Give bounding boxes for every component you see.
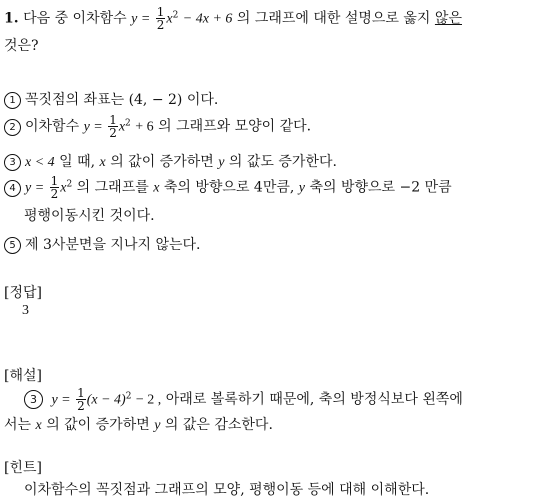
question-line-1 xyxy=(4,6,462,31)
option-4-exponent: 2 xyxy=(66,179,73,190)
option-2-text-b: 의 그래프와 모양이 같다. xyxy=(158,118,312,135)
option-4-math-b: x xyxy=(153,180,160,196)
option-1 xyxy=(4,89,218,109)
option-2 xyxy=(4,114,311,139)
explanation-text-a: 아래로 볼록하기 때문에, 축의 방정식보다 왼쪽에 xyxy=(165,391,463,408)
explanation-fraction xyxy=(76,387,86,412)
question-fraction xyxy=(156,6,166,31)
explanation-math-body: (x − 4) xyxy=(86,392,126,408)
fraction-denominator: 2 xyxy=(50,187,59,201)
question-suffix: 의 그래프에 대한 설명으로 옳지 xyxy=(236,10,431,27)
fraction-numerator: 1 xyxy=(156,5,165,19)
explanation-exponent: 2 xyxy=(125,391,132,402)
hint-label: [힌트] xyxy=(4,460,42,476)
question-line-2: 것은? xyxy=(4,38,39,54)
option-4-math-c: y xyxy=(298,180,305,196)
option-4-text-c: 축의 방향으로 −2 만큼 xyxy=(309,179,452,196)
hint-text: 이차함수의 꼭짓점과 그래프의 모양, 평행이동 등에 대해 이해한다. xyxy=(24,482,430,498)
explanation-math-rest: − 2 , xyxy=(135,392,162,408)
fraction-numerator: 1 xyxy=(109,113,117,127)
option-3-math-a: x < 4 xyxy=(25,155,55,170)
option-4-fraction xyxy=(50,175,60,200)
option-4-number: 4 xyxy=(4,180,21,197)
option-4-text-b: 축의 방향으로 4만큼, xyxy=(163,179,295,196)
option-2-number: 2 xyxy=(4,119,21,136)
option-4-math-lhs: y = xyxy=(25,180,45,196)
option-2-math-rest: + 6 xyxy=(135,119,154,135)
option-4 xyxy=(4,175,452,200)
question-exponent: 2 xyxy=(172,10,179,21)
question-number: 1. xyxy=(4,10,19,27)
option-4-text-a: 의 그래프를 xyxy=(76,179,149,196)
question-func-lhs: y = xyxy=(131,11,151,27)
option-2-text-a: 이차함수 xyxy=(25,118,80,135)
option-4-math-x: x xyxy=(60,180,67,196)
option-5 xyxy=(4,234,200,254)
fraction-denominator: 2 xyxy=(77,399,85,413)
option-3-math-c: y xyxy=(218,155,225,170)
option-2-exponent: 2 xyxy=(125,118,131,129)
question-underlined: 않은 xyxy=(434,10,462,27)
explanation-line-2-c: 의 값은 감소한다. xyxy=(164,417,273,433)
option-3 xyxy=(4,151,337,171)
option-3-text-b: 의 값이 증가하면 xyxy=(110,154,214,170)
option-3-number: 3 xyxy=(4,154,21,171)
explanation-label: [해설] xyxy=(4,368,42,384)
question-prefix: 다음 중 이차함수 xyxy=(23,10,127,27)
option-3-math-b: x xyxy=(99,155,106,170)
answer-value: 3 xyxy=(22,303,29,318)
option-5-number: 5 xyxy=(4,237,21,254)
explanation-line-2-y: y xyxy=(154,418,161,433)
explanation-line-2-b: 의 값이 증가하면 xyxy=(46,417,150,433)
option-5-text: 제 3사분면을 지나지 않는다. xyxy=(25,237,201,253)
option-4-line-2: 평행이동시킨 것이다. xyxy=(24,208,155,224)
explanation-line-2-x: x xyxy=(35,418,42,433)
option-2-math-x: x xyxy=(118,119,126,135)
explanation-number: 3 xyxy=(24,390,43,409)
option-2-fraction xyxy=(108,114,118,139)
fraction-denominator: 2 xyxy=(109,126,117,140)
fraction-numerator: 1 xyxy=(50,174,59,188)
explanation-line-2-a: 서는 xyxy=(4,417,32,433)
option-1-text: 꼭짓점의 좌표는 (4, − 2) 이다. xyxy=(25,92,219,108)
explanation-line-1 xyxy=(24,387,463,412)
explanation-math-lhs: y = xyxy=(51,392,71,408)
option-3-text-a: 일 때, xyxy=(59,154,96,170)
option-2-math-lhs: y = xyxy=(83,119,103,135)
answer-label: [정답] xyxy=(4,285,42,301)
option-1-number: 1 xyxy=(4,92,21,109)
fraction-denominator: 2 xyxy=(156,18,165,32)
explanation-line-2 xyxy=(4,414,273,434)
question-func-x: x xyxy=(166,11,173,27)
option-3-text-c: 의 값도 증가한다. xyxy=(228,154,337,170)
fraction-numerator: 1 xyxy=(77,386,85,400)
question-func-rest: − 4x + 6 xyxy=(182,11,233,27)
